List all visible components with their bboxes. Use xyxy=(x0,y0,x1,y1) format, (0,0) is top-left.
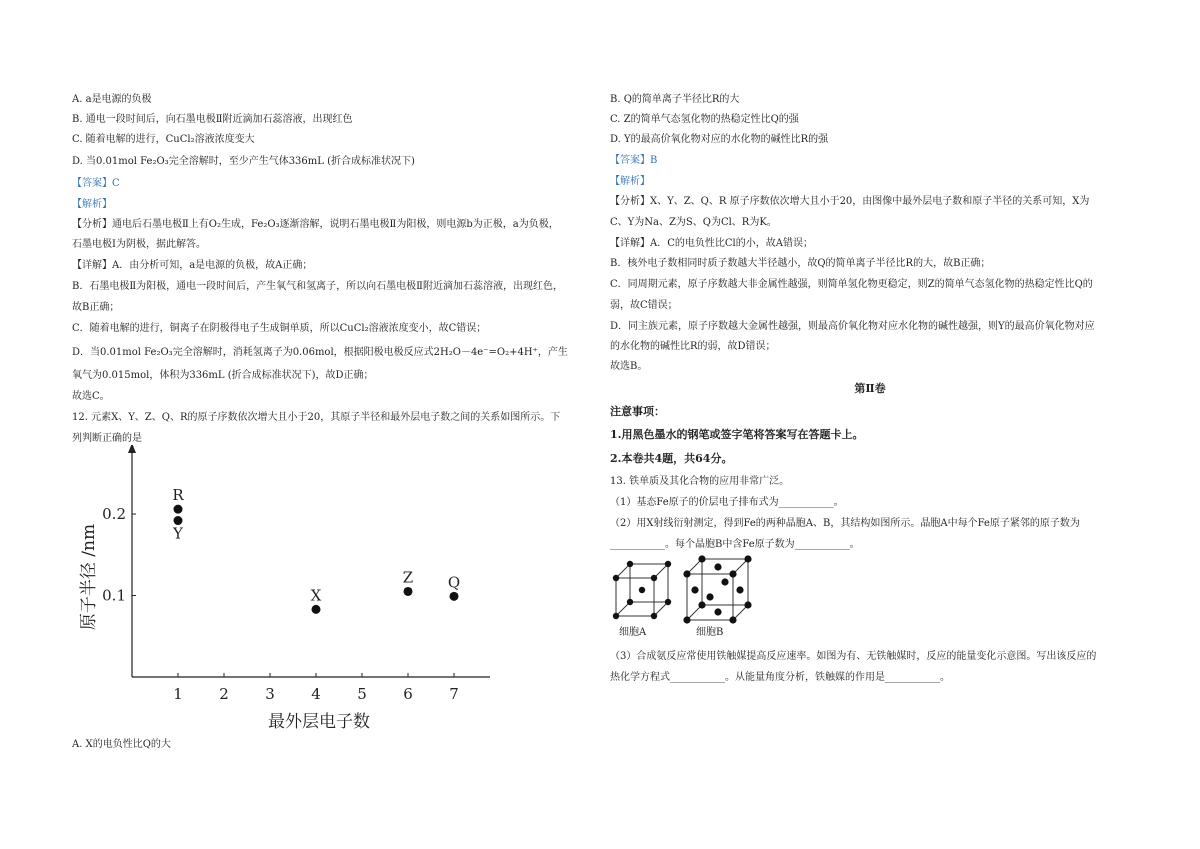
answer-label: 【答案】B xyxy=(610,155,658,166)
x-tick-label: 3 xyxy=(265,685,275,703)
question-12: 12. 元素X、Y、Z、Q、R的原子序数依次增大且小于20，其原子半径和最外层电子数之间的关系如图所示。下 xyxy=(72,412,561,423)
point-label-x: X xyxy=(310,586,322,605)
x-tick-label: 2 xyxy=(219,685,229,703)
question-12: 列判断正确的是 xyxy=(72,433,142,444)
x-tick-label: 1 xyxy=(173,685,183,703)
y-tick-label: 0.1 xyxy=(102,586,126,605)
x-tick-label: 5 xyxy=(357,685,367,703)
section-title: 第Ⅱ卷 xyxy=(854,382,886,395)
question-13-2: （2）用X射线衍射测定，得到Fe的两种晶胞A、B，其结构如图所示。晶胞A中每个Fe原子紧邻的原子数为 xyxy=(610,518,1080,529)
option-c: C. 随着电解的进行，CuCl₂溶液浓度变大 xyxy=(72,134,255,145)
cell-a-label: 细胞A xyxy=(619,627,647,638)
analysis-line: 【分析】X、Y、Z、Q、R 原子序数依次增大且小于20，由图像中最外层电子数和原子半径的关系可知，X为 xyxy=(610,196,1090,207)
data-point-q xyxy=(450,592,459,601)
option-d: D. 当0.01mol Fe₂O₃完全溶解时，至少产生气体336mL (折合成标准状况下) xyxy=(72,156,415,167)
question-13-3: （3）合成氨反应常使用铁触媒提高反应速率。如图为有、无铁触媒时，反应的能量变化示意图。写出该反应的 xyxy=(610,651,1097,662)
y-tick-label: 0.2 xyxy=(102,505,126,524)
y-axis-label: 原子半径 /nm xyxy=(79,523,99,631)
detail-line: 弱，故C错误； xyxy=(610,300,678,311)
detail-line: C．同周期元素，原子序数越大非金属性越强，则简单氢化物更稳定，则Z的简单气态氢化物的热稳定性比Q的 xyxy=(610,279,1093,290)
x-tick-label: 4 xyxy=(311,685,321,703)
analysis-label: 【解析】 xyxy=(72,199,112,210)
cell-b-label: 细胞B xyxy=(696,627,724,638)
option-a: A. a是电源的负极 xyxy=(72,94,152,105)
x-tick-label: 7 xyxy=(449,685,459,703)
notice-item: 2.本卷共4题，共64分。 xyxy=(610,452,733,465)
point-label-r: R xyxy=(172,486,184,505)
analysis-label: 【解析】 xyxy=(610,176,650,187)
option-c: C. Z的简单气态氢化物的热稳定性比Q的强 xyxy=(610,114,799,125)
conclusion: 故选C。 xyxy=(72,391,110,402)
point-label-y: Y xyxy=(173,524,183,543)
detail-line: D．当0.01mol Fe₂O₃完全溶解时，消耗氢离子为0.06mol，根据阳极电极反应式2H₂O－4e⁻=O₂+4H⁺，产生 xyxy=(72,347,568,358)
analysis-line: 石墨电极Ⅰ为阴极，据此解答。 xyxy=(72,239,206,250)
data-point-r xyxy=(174,505,183,514)
data-point-z xyxy=(404,587,413,596)
detail-line: 的水化物的碱性比R的弱，故D错误； xyxy=(610,341,776,352)
question-13-2: ___________。每个晶胞B中含Fe原子数为___________。 xyxy=(610,539,860,550)
question-13: 13. 铁单质及其化合物的应用非常广泛。 xyxy=(610,476,790,487)
option-b: B. Q的简单离子半径比R的大 xyxy=(610,94,740,105)
detail-line: 氧气为0.015mol，体积为336mL (折合成标准状况下)，故D正确； xyxy=(72,370,374,381)
question-13-1: （1）基态Fe原子的价层电子排布式为___________。 xyxy=(610,497,844,508)
unit-cell-a-diagram xyxy=(612,560,672,622)
y-axis-arrow xyxy=(128,445,136,453)
point-label-q: Q xyxy=(447,573,461,592)
answer-label: 【答案】C xyxy=(72,178,120,189)
x-tick-label: 6 xyxy=(403,685,413,703)
conclusion: 故选B。 xyxy=(610,361,648,372)
detail-line: C．随着电解的进行，铜离子在阴极得电子生成铜单质，所以CuCl₂溶液浓度变小，故C错误； xyxy=(72,323,487,334)
detail-line: 【详解】A．由分析可知，a是电源的负极，故A正确； xyxy=(72,260,313,271)
detail-line: B．石墨电极Ⅱ为阳极，通电一段时间后，产生氧气和氢离子，所以向石墨电极Ⅱ附近滴加石蕊溶液，出现红色， xyxy=(72,281,563,292)
option-d: D. Y的最高价氧化物对应的水化物的碱性比R的强 xyxy=(610,134,829,145)
radius-chart xyxy=(70,445,490,745)
analysis-line: 【分析】通电后石墨电极Ⅱ上有O₂生成，Fe₂O₃逐渐溶解，说明石墨电极Ⅱ为阳极，则电源b为正极，a为负极， xyxy=(72,219,559,230)
data-point-x xyxy=(312,605,321,614)
analysis-line: C、Y为Na、Z为S、Q为Cl、R为K。 xyxy=(610,217,777,228)
notice-title: 注意事项： xyxy=(610,405,665,418)
point-label-z: Z xyxy=(402,568,414,587)
unit-cell-b-diagram xyxy=(682,554,754,626)
x-axis-label: 最外层电子数 xyxy=(268,712,370,732)
notice-item: 1.用黑色墨水的钢笔或签字笔将答案写在答题卡上。 xyxy=(610,428,864,441)
option-b: B. 通电一段时间后，向石墨电极Ⅱ附近滴加石蕊溶液，出现红色 xyxy=(72,114,353,125)
detail-line: 故B正确； xyxy=(72,302,120,313)
detail-line: B．核外电子数相同时质子数越大半径越小，故Q的简单离子半径比R的大，故B正确； xyxy=(610,258,991,269)
option-12a: A. X的电负性比Q的大 xyxy=(72,739,171,750)
detail-line: D．同主族元素，原子序数越大金属性越强，则最高价氧化物对应水化物的碱性越强，则Y的最高价氧化物对应 xyxy=(610,321,1095,332)
question-13-3: 热化学方程式___________。从能量角度分析，铁触媒的作用是___________。 xyxy=(610,672,950,683)
detail-line: 【详解】A．C的电负性比Cl的小，故A错误； xyxy=(610,238,813,249)
